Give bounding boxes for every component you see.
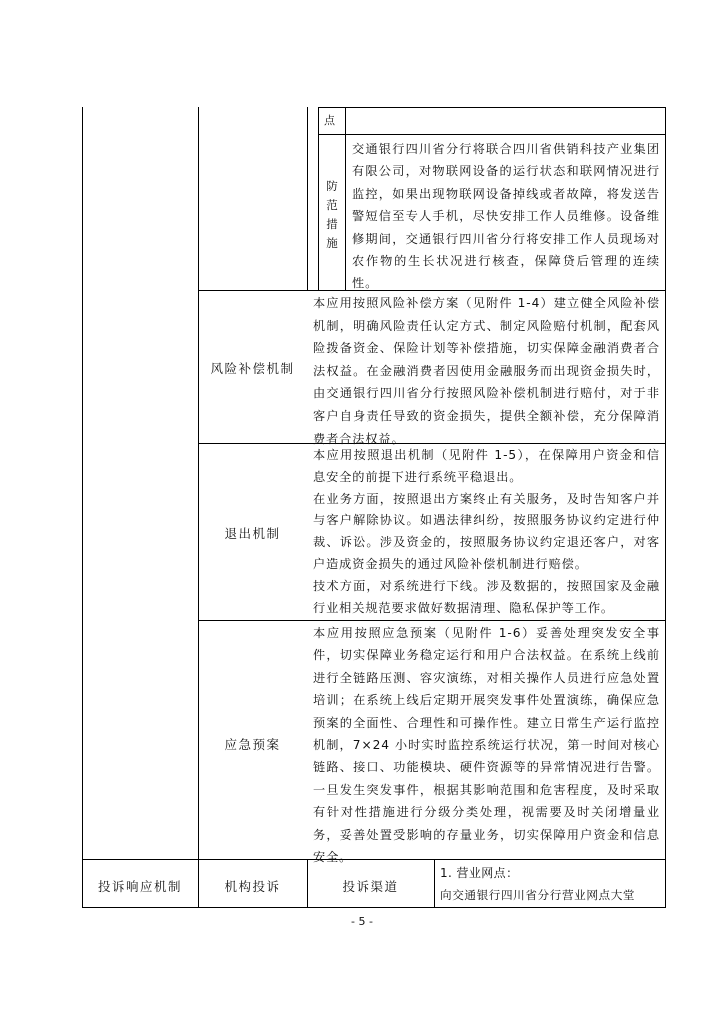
emergency-plan-label: 应急预案	[224, 737, 281, 752]
complaint-label: 投诉响应机制	[97, 879, 182, 894]
row-divider-point	[318, 134, 666, 135]
row-divider-emergency	[198, 620, 666, 621]
risk-compensation-label: 风险补偿机制	[210, 361, 295, 376]
exit-paragraph: 在业务方面，按照退出方案终止有关服务，及时告知客户并与客户解除协议。如遇法律纠纷，按照服务协议约定进行仲裁、诉讼。涉及资金的，按照服务协议约定退还客户，对客户造成资金损失的通过风险补偿机制进行赔偿。	[313, 491, 660, 571]
exit-mechanism-label: 退出机制	[224, 526, 281, 541]
complaint-channel-line: 向交通银行四川省分行营业网点大堂	[440, 888, 636, 902]
complaint-channel-line: 1. 营业网点：	[440, 866, 519, 880]
table-left-border	[82, 107, 83, 907]
col-divider-4	[345, 107, 346, 290]
page-number: - 5 -	[351, 915, 373, 928]
point-label: 点	[324, 114, 336, 127]
col-divider-3	[318, 107, 319, 290]
table-right-border	[665, 107, 666, 907]
complaint-channel-label: 投诉渠道	[342, 879, 399, 894]
table-bottom-border	[82, 907, 666, 908]
complaint-sub-label: 机构投诉	[224, 879, 281, 894]
emergency-plan-text: 本应用按照应急预案（见附件 1-6）妥善处理突发安全事件，切实保障业务稳定运行和用户合法权益。在系统上线前进行全链路压测、容灾演练，对相关操作人员进行应急处置培训；在系统上线后定期开展突发事件处置演练，确保应急预案的全面性、合理性和可操作性。建立日常生产运行监控机制，7×24 小时实时监控系统运行状况，第一时间对核心链路、接口、功能模块、硬件资源等的异常情况进行告警。一旦发生突发事件，根据其影响范围和危害程度，及时采取有针对性措施进行分级分类处理，视需要及时关闭增量业务，妥善处置受影响的存量业务，切实保障用户资金和信息安全。	[313, 626, 660, 865]
prevention-label: 防范措施	[326, 179, 338, 250]
exit-paragraph: 本应用按照退出机制（见附件 1-5），在保障用户资金和信息安全的前提下进行系统平稳退出。	[313, 448, 660, 484]
col-divider-1	[198, 107, 199, 907]
col-divider-2	[307, 107, 308, 290]
prevention-text: 交通银行四川省分行将联合四川省供销科技产业集团有限公司，对物联网设备的运行状态和联网情况进行监控，如果出现物联网设备掉线或者故障，将发送告警短信至专人手机，尽快安排工作人员维修。设备维修期间，交通银行四川省分行将安排工作人员现场对农作物的生长状况进行核查，保障贷后管理的连续性。	[352, 142, 660, 291]
table-top-border	[318, 107, 666, 108]
exit-paragraph: 技术方面，对系统进行下线。涉及数据的，按照国家及金融行业相关规范要求做好数据清理、隐私保护等工作。	[313, 578, 660, 615]
exit-mechanism-body	[313, 445, 660, 619]
risk-compensation-text: 本应用按照风险补偿方案（见附件 1-4）建立健全风险补偿机制，明确风险责任认定方式、制定风险赔付机制，配套风险拨备资金、保险计划等补偿措施，切实保障金融消费者合法权益。在金融消费者因使用金融服务而出现资金损失时，由交通银行四川省分行按照风险补偿机制进行赔付，对于非客户自身责任导致的资金损失，提供全额补偿，充分保障消费者合法权益。	[313, 296, 660, 446]
